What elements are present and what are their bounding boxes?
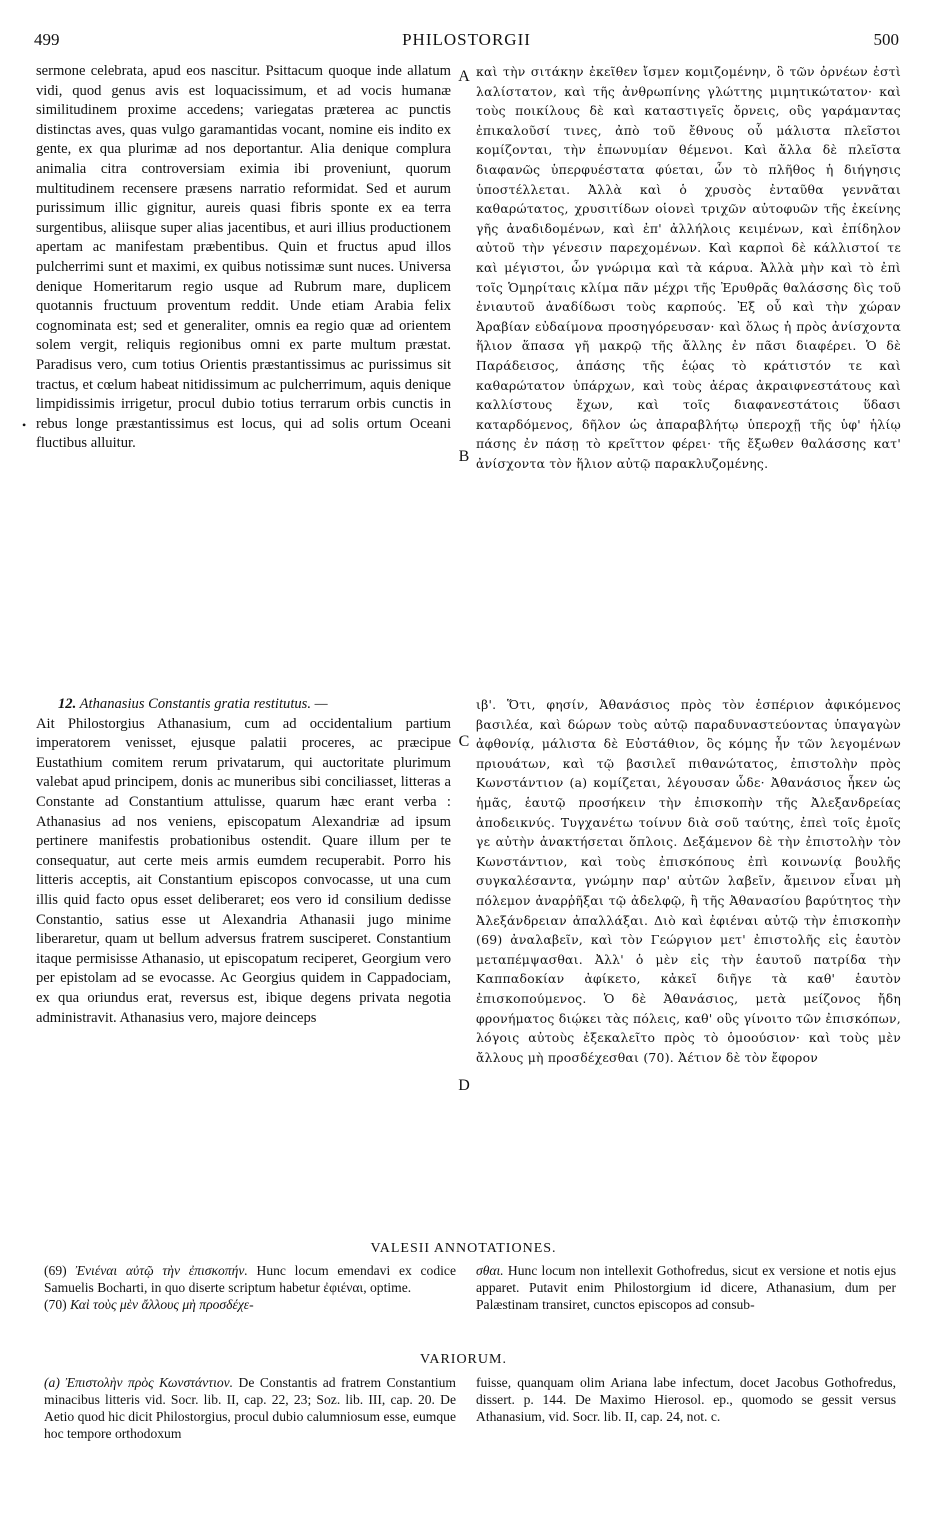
note-a-label: (a): [44, 1375, 60, 1390]
greek-paragraph: καὶ τὴν σιτάκην ἐκεῖθεν ἴσμεν κομιζομένην, ὃ τῶν ὀρνέων ἐστὶ λαλίστατον, καὶ τῆς ἀνθρωπίνης γλώττης μιμητικώτατον· καὶ τοὺς ποικίλους δὲ καὶ καταστιγεῖς ὄρνεις, οὓς γαράμαντας ἐπικαλοῦσί τινες, ἀπὸ τοῦ ἔθνους οὗ μάλιστα πλεῖστοι κομίζονται, τὴν ἐπωνυμίαν θέμενοι. Καὶ ἄλλα δὲ πλεῖστα διαφανῶς ὑπερφυέστατα φύεται, ὧν τὸ πλῆθος ἡ διήγησις ὑποστέλλεται. Ἀλλὰ καὶ ὁ χρυσὸς ἐνταῦθα γεννᾶται καθαρώτατος, χρυσιτίδων οἱονεὶ τριχῶν αὐτοφυῶν τῆς ἐκείνης γῆς ἀναδιδομένων, καὶ ἐπ' ἀλλήλοις κειμένων, καὶ ἐπίδηλον αὐτοῦ τὴν γένεσιν παρεχομένων. Καὶ καρποὶ δὲ κάλλιστοί τε καὶ μέγιστοι, ὧν γνώριμα καὶ τὰ κάρυα. Ἀλλὰ μὴν καὶ τὸ ἐπὶ τοῖς Ὁμηρίταις κλίμα πᾶν μέχρι τῆς Ἐρυθρᾶς θαλάσσης δὶς τοῦ ἐνιαυτοῦ ἀναδίδωσι τοὺς καρπούς. Ἐξ οὗ καὶ τὴν χώραν Ἀραβίαν εὐδαίμονα προσηγόρευσαν· καὶ ὅλως ἡ πρὸς ἀνίσχοντα ἥλιον ἅπασα γῆ μακρῷ τῆς ἄλλης ἐν πᾶσι διαφέρει. Ὁ δὲ Παράδεισος, ἁπάσης τῆς ἑῴας τὸ κράτιστόν τε καὶ καθαρώτατον ὑπάρχων, καὶ τοὺς ἀέρας ἀκραιφνεστάτους καὶ καλλίστους ἔχων, καὶ τοῖς διαφανεστάτοις ὕδασι καταρδόμενος, δῆλον ὡς ἀπαραβλήτῳ ὑπεροχῇ τῆς ὑφ' ἡλίῳ πάσης ἐν πάσῃ τὸ κρεῖττον φέρει· τῆς ἔξωθεν θαλάσσης κατ' ἀνίσχοντα τὸν ἥλιον αὐτῷ παρακλυζομένης.: [476, 64, 901, 471]
note-70: [44, 1296, 456, 1313]
latin-column-upper: [36, 62, 451, 454]
note-70-label: (70): [44, 1297, 67, 1312]
chapter-title: Athanasius Constantis gratia restitutus. —: [79, 696, 328, 712]
valesii-notes-left: [44, 1262, 456, 1313]
running-title: PHILOSTORGII: [402, 30, 531, 49]
latin-column-chapter: [36, 695, 451, 1028]
margin-letter-b: B: [458, 448, 470, 465]
variorum-notes-right: [476, 1374, 896, 1425]
note-70-lemma: Καὶ τοὺς μὲν ἄλλους μὴ προσδέχε-: [70, 1297, 254, 1312]
note-a-continued: fuisse, quanquam olim Ariana labe infectum, docet Jacobus Gothofredus, dissert. p. 144. De Maximo Hierosol. ep., quomodo se gessit versus Athanasium, vid. Socr. lib. II, cap. 24, not. c.: [476, 1375, 896, 1424]
variorum-notes-left: [44, 1374, 456, 1442]
chapter-number: 12.: [58, 696, 77, 712]
note-69-lemma: Ἐνιέναι αὐτῷ τὴν ἐπισκοπήν.: [75, 1263, 248, 1278]
note-69: [44, 1262, 456, 1296]
note-69-label: (69): [44, 1263, 67, 1278]
page-number-right: 500: [873, 30, 899, 49]
page-header: [28, 30, 905, 56]
greek-column-chapter: [476, 695, 901, 1067]
margin-letter-a: A: [458, 68, 470, 85]
note-70-continued: [476, 1262, 896, 1313]
chapter-heading: [36, 695, 451, 715]
chapter-greek-text: ιβ'. Ὅτι, φησίν, Ἀθανάσιος πρὸς τὸν ἑσπέριον ἀφικόμενος βασιλέα, καὶ δώρων τοὺς αὐτῷ παραδυναστεύοντας ὑπαγαγὼν ἀφθονίᾳ, μάλιστα δὲ Εὐστάθιον, ὃς κόμης ἦν τῶν λεγομένων πριουάτων, καὶ τῷ βασιλεῖ πιθανώτατος, ἐπιστολὴν πρὸς Κωνστάντιον (a) κομίζεται, λέγουσαν ὧδε· Ἀθανάσιος ἧκεν ὡς ἡμᾶς, ἑαυτῷ προσήκειν τὴν ἐπισκοπὴν τῆς Ἀλεξανδρείας ἀποδεικνύς. Τυγχανέτω τοίνυν διὰ σοῦ ταύτης, ἐπεὶ τοῖς ἐμοῖς γε αὐτὴν ἀνακτήσεται ὅπλοις. Δεξάμενον δὲ τὴν ἐπιστολὴν τὸν Κωνστάντιον, καὶ τοὺς ἐπισκόπους ἐπὶ κοινωνίᾳ βουλῆς συγκαλέσαντα, γνώμην παρ' αὐτῶν λαβεῖν, ἄμεινον εἶναι μὴ πόλεμον ἀναρῥῆξαι τῷ ἀδελφῷ, ἢ τῆς Ἀθανασίου βαρύτητος τὴν Ἀλεξάνδρειαν ἀπαλλάξαι. Διὸ καὶ ἐφιέναι αὐτῷ τὴν ἐπισκοπὴν (69) ἀναλαβεῖν, καὶ τὸν Γεώργιον μετ' ἐπιστολῆς εἰς ἑαυτὸν μεταπέμψασθαι. Ἀλλ' ὁ μὲν εἰς τὴν ἑαυτοῦ πατρίδα τὴν Καππαδοκίαν ἀφίκετο, κἀκεῖ διῆγε τὰ καθ' ἑαυτὸν ἐπισκοπούμενος. Ὁ δὲ Ἀθανάσιος, μετὰ μείζονος ἤδη φρονήματος διῴκει τὰς πόλεις, καθ' οὓς γίνοιτο τῶν ἐπισκόπων, λόγοις αὐτοὺς ἐξεκαλεῖτο πρὸς τὸ ὁμοούσιον· καὶ τοὺς μὲν ἄλλους μὴ προσδέχεσθαι (70). Ἀέτιον δὲ τὸν ἔφορον: [476, 697, 901, 1065]
greek-column-upper: [476, 62, 901, 473]
margin-mark: •: [22, 418, 27, 432]
note-69-text: Hunc locum emendavi ex codice Samuelis Bocharti, in quo diserte scriptum habetur ἐφιέναι, optime.: [44, 1263, 456, 1295]
margin-letter-d: D: [458, 1077, 470, 1094]
note-a-lemma: Ἐπιστολὴν πρὸς Κωνστάντιον.: [65, 1375, 234, 1390]
valesii-notes-right: [476, 1262, 896, 1313]
note-70-text: Hunc locum non intellexit Gothofredus, sicut ex versione et notis ejus apparet. Putavit enim Philostorgium id dicere, Athanasium, dum per Palæstinam transiret, cunctos episcopos ad consub-: [476, 1263, 896, 1312]
note-a: [44, 1374, 456, 1442]
note-70-lemma-end: σθαι.: [476, 1263, 504, 1278]
variorum-heading: VARIORUM.: [420, 1352, 507, 1367]
chapter-latin-text: Ait Philostorgius Athanasium, cum ad occidentalium partium imperatorem venisset, ejusque palatii proceres, ac præcipue Eustathium comitem rerum privatarum, qui auctoritate plurimum valebat apud principem, donis ac muneribus sibi conciliasset, litteras a Constante ad Constantium attulisse, quarum hæc erant verba : Athanasius ad nos veniens, episcopatum Alexandriæ ad ipsum pertinere manifestis probationibus ostendit. Quare illum per te consequatur, aut certe meis armis eumdem recuperabit. Porro his litteris acceptis, ait Constantium episcopos convocasse, ut una cum illis quid facto opus esset deliberaret; eos vero id consilium dedisse Constantio, satius esse ut Alexandria Athanasii jugo minime liberaretur, quam ut bellum adversus fratrem susciperet. Constantium itaque permisisse Athanasio, ut episcopatum reciperet, Georgium vero per epistolam ad se evocasse. Ac Georgius quidem in Cappadociam, ex qua oriundus erat, reversus est, ibique degens privata negotia administravit. Athanasius vero, majore deinceps: [36, 715, 451, 1026]
note-a-text: De Constantis ad fratrem Constantium minacibus litteris vid. Socr. lib. II, cap. 22, 23; Soz. lib. III, cap. 20. De Aetio quod hic dicit Philostorgius, procul dubio calumniosum esse, eumque hoc tempore orthodoxum: [44, 1375, 456, 1441]
margin-letter-c: C: [458, 733, 470, 750]
page-number-left: 499: [34, 30, 60, 49]
valesii-heading: VALESII ANNOTATIONES.: [370, 1241, 557, 1256]
latin-paragraph: sermone celebrata, apud eos nascitur. Psittacum quoque inde allatum vidi, quod genus avis est loquacissimum, et ad vocis humanæ similitudinem proxime accedens; variegatas præterea ac punctis distinctas aves, quas vulgo garamantidas vocant, nomine eis indito ex gente, ex qua plurimæ ad nos deportantur. Alia denique complura animalia citra controversiam eximia ibi proveniunt, quorum multitudinem recensere præsens narratio reformidat. Sed et aurum purissimum illic gignitur, aureis quasi fibris sponte ex ea terra surgentibus, aliisque super alias jacentibus, et auri illius productionem apertam ac manifestam præbentibus. Quin et fructus apud illos pulcherrimi sunt et maximi, ex quibus notissimæ sunt nuces. Universa denique Homeritarum regio usque ad Rubrum mare, duplicem quotannis fructuum proventum reddit. Unde etiam Arabia felix cognominata est; sed et generaliter, omnis ea regio quæ ad orientem solem vergit, reliquis regionibus omni ex parte multum præstat. Paradisus vero, cum totius Orientis præstantissimus ac purissimus sit tractus, et cœlum habeat nitidissimum ac pulcherrimum, aquis denique limpidissimis irrigetur, procul dubio totius terrarum orbis cunctis in rebus longe præstantissimus est locus, qui ad solis ortum Oceani fluctibus alluitur.: [36, 63, 451, 452]
